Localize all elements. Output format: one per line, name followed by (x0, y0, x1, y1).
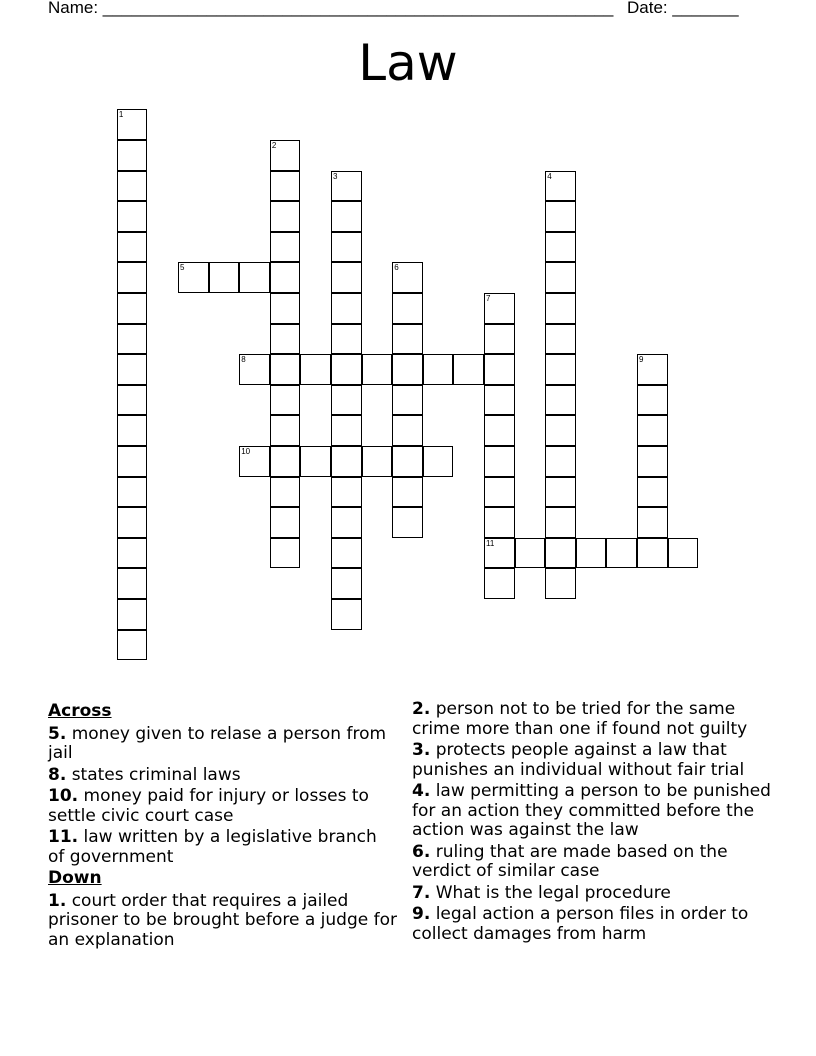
across-heading: Across (48, 701, 112, 721)
grid-cell[interactable] (117, 538, 148, 569)
grid-cell[interactable] (484, 568, 515, 599)
grid-cell[interactable] (392, 507, 423, 538)
grid-cell[interactable] (545, 415, 576, 446)
clue-number: 6 (394, 263, 399, 273)
grid-cell[interactable] (270, 415, 301, 446)
grid-cell[interactable] (331, 507, 362, 538)
clue-number: 7 (486, 293, 491, 303)
grid-cell[interactable] (239, 354, 270, 385)
grid-cell[interactable] (117, 599, 148, 630)
grid-cell[interactable] (331, 201, 362, 232)
grid-cell[interactable] (209, 262, 240, 293)
grid-cell[interactable] (117, 446, 148, 477)
clue-across-11: 11. law written by a legislative branch of government (48, 827, 377, 867)
grid-cell[interactable] (331, 262, 362, 293)
grid-cell[interactable] (392, 324, 423, 355)
grid-cell[interactable] (270, 354, 301, 385)
grid-cell[interactable] (270, 477, 301, 508)
grid-cell[interactable] (392, 385, 423, 416)
grid-cell[interactable] (362, 354, 393, 385)
grid-cell[interactable] (270, 171, 301, 202)
grid-cell[interactable] (606, 538, 637, 569)
grid-cell[interactable] (117, 140, 148, 171)
grid-cell[interactable] (270, 385, 301, 416)
grid-cell[interactable] (331, 385, 362, 416)
grid-cell[interactable] (362, 446, 393, 477)
grid-cell[interactable] (484, 354, 515, 385)
grid-cell[interactable] (331, 599, 362, 630)
grid-cell[interactable] (484, 324, 515, 355)
grid-cell[interactable] (545, 385, 576, 416)
clue-down-1: 1. court order that requires a jailed prisoner to be brought before a judge for an explanation (48, 890, 397, 950)
grid-cell[interactable] (117, 477, 148, 508)
grid-cell[interactable] (270, 201, 301, 232)
grid-cell[interactable] (270, 232, 301, 263)
clue-number: 9 (639, 355, 644, 365)
grid-cell[interactable] (117, 385, 148, 416)
grid-cell[interactable] (392, 293, 423, 324)
clue-number: 8 (241, 355, 246, 365)
grid-cell[interactable] (331, 293, 362, 324)
grid-cell[interactable] (668, 538, 699, 569)
grid-cell[interactable] (117, 568, 148, 599)
grid-cell[interactable] (453, 354, 484, 385)
clue-down-2: 2. person not to be tried for the same crime more than one if found not guilty (412, 699, 748, 739)
grid-cell[interactable] (484, 538, 515, 569)
grid-cell[interactable] (545, 201, 576, 232)
grid-cell[interactable] (270, 293, 301, 324)
grid-cell[interactable] (117, 171, 148, 202)
grid-cell[interactable] (515, 538, 546, 569)
grid-cell[interactable] (545, 324, 576, 355)
name-line: Name: ______________________________________________________ (48, 0, 614, 17)
clue-number: 10 (241, 446, 251, 456)
grid-cell[interactable] (545, 477, 576, 508)
grid-cell[interactable] (392, 446, 423, 477)
grid-cell[interactable] (484, 293, 515, 324)
date-line: Date: _______ (627, 0, 739, 17)
grid-cell[interactable] (331, 415, 362, 446)
grid-cell[interactable] (331, 477, 362, 508)
grid-cell[interactable] (545, 293, 576, 324)
grid-cell[interactable] (117, 507, 148, 538)
grid-cell[interactable] (637, 415, 668, 446)
grid-cell[interactable] (545, 568, 576, 599)
grid-cell[interactable] (331, 354, 362, 385)
down-heading: Down (48, 868, 102, 888)
grid-cell[interactable] (637, 538, 668, 569)
grid-cell[interactable] (484, 385, 515, 416)
clue-number: 4 (547, 171, 552, 181)
grid-cell[interactable] (637, 385, 668, 416)
grid-cell[interactable] (637, 446, 668, 477)
grid-cell[interactable] (484, 446, 515, 477)
grid-cell[interactable] (484, 507, 515, 538)
grid-cell[interactable] (270, 538, 301, 569)
grid-cell[interactable] (545, 354, 576, 385)
grid-cell[interactable] (637, 354, 668, 385)
grid-cell[interactable] (270, 507, 301, 538)
grid-cell[interactable] (545, 538, 576, 569)
grid-cell[interactable] (484, 477, 515, 508)
clue-number: 1 (118, 110, 124, 120)
clue-across-10: 10. money paid for injury or losses to settle civic court case (48, 786, 369, 826)
grid-cell[interactable] (637, 507, 668, 538)
clues-right-column (412, 700, 772, 946)
grid-cell[interactable] (545, 446, 576, 477)
grid-cell[interactable] (117, 109, 148, 140)
grid-cell[interactable] (270, 446, 301, 477)
grid-cell[interactable] (117, 232, 148, 263)
grid-cell[interactable] (392, 415, 423, 446)
clue-number: 3 (333, 171, 338, 181)
grid-cell[interactable] (239, 262, 270, 293)
grid-cell[interactable] (331, 171, 362, 202)
grid-cell[interactable] (331, 568, 362, 599)
grid-cell[interactable] (331, 232, 362, 263)
grid-cell[interactable] (117, 293, 148, 324)
grid-cell[interactable] (637, 477, 668, 508)
clue-number: 2 (271, 140, 277, 150)
grid-cell[interactable] (545, 507, 576, 538)
grid-cell[interactable] (117, 324, 148, 355)
grid-cell[interactable] (300, 354, 331, 385)
grid-cell[interactable] (300, 446, 331, 477)
grid-cell[interactable] (484, 415, 515, 446)
grid-cell[interactable] (423, 446, 454, 477)
grid-cell[interactable] (576, 538, 607, 569)
clues-left-column (48, 700, 398, 952)
grid-cell[interactable] (392, 262, 423, 293)
grid-cell[interactable] (392, 477, 423, 508)
grid-cell[interactable] (270, 140, 301, 171)
grid-cell[interactable] (117, 354, 148, 385)
clue-across-8: 8. states criminal laws (48, 764, 241, 785)
grid-cell[interactable] (392, 354, 423, 385)
grid-cell[interactable] (117, 262, 148, 293)
grid-cell[interactable] (270, 324, 301, 355)
page-title: Law (358, 34, 458, 92)
clue-down-3: 3. protects people against a law that punishes an individual without fair trial (412, 740, 745, 780)
grid-cell[interactable] (178, 262, 209, 293)
clue-down-9: 9. legal action a person files in order to collect damages from harm (412, 904, 749, 944)
grid-cell[interactable] (545, 171, 576, 202)
grid-cell[interactable] (331, 324, 362, 355)
clue-number: 5 (180, 263, 185, 273)
grid-cell[interactable] (423, 354, 454, 385)
clue-down-4: 4. law permitting a person to be punished for an action they committed before the action was against the law (412, 781, 771, 840)
clue-down-6: 6. ruling that are made based on the verdict of similar case (412, 841, 728, 881)
grid-cell[interactable] (270, 262, 301, 293)
grid-cell[interactable] (331, 446, 362, 477)
grid-cell[interactable] (545, 262, 576, 293)
clue-number: 11 (486, 538, 495, 548)
grid-cell[interactable] (117, 415, 148, 446)
grid-cell[interactable] (117, 201, 148, 232)
grid-cell[interactable] (117, 630, 148, 661)
clue-across-5: 5. money given to relase a person from jail (48, 723, 387, 763)
grid-cell[interactable] (239, 446, 270, 477)
grid-cell[interactable] (545, 232, 576, 263)
clue-down-7: 7. What is the legal procedure (412, 882, 671, 903)
grid-cell[interactable] (331, 538, 362, 569)
